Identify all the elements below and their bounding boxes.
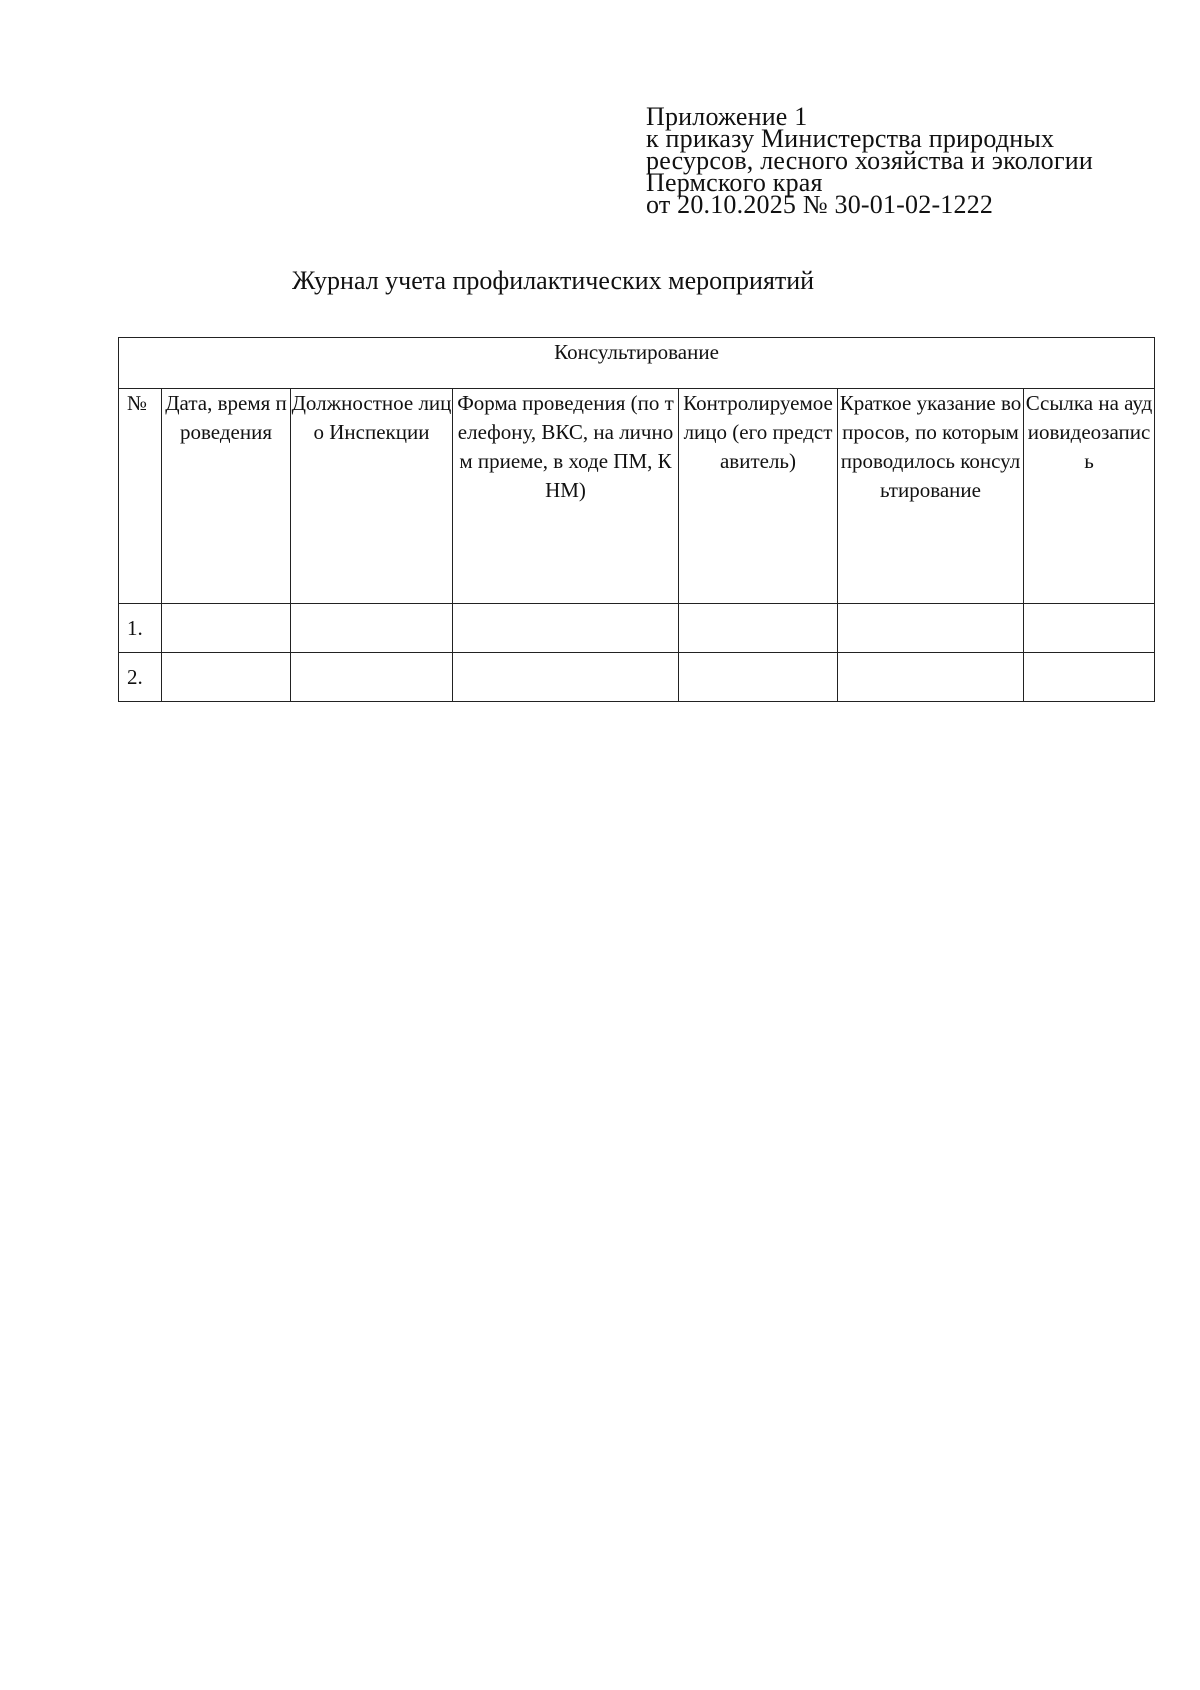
annex-block xyxy=(646,102,1093,219)
column-header-official-text: Должностное лицо Инспекции xyxy=(291,391,452,444)
document-title: Журнал учета профилактических мероприятий xyxy=(292,266,815,295)
table-cell xyxy=(162,604,291,653)
table-cell xyxy=(838,604,1024,653)
row-number: 2. xyxy=(119,653,162,702)
column-header-controlled-person xyxy=(679,389,838,604)
column-header-recording-link xyxy=(1024,389,1155,604)
column-header-date-text: Дата, время проведения xyxy=(165,391,287,444)
table-cell xyxy=(1024,604,1155,653)
column-header-form xyxy=(453,389,679,604)
column-header-questions xyxy=(838,389,1024,604)
column-header-form-text: Форма проведения (по телефону, ВКС, на личном приеме, в ходе ПМ, КНМ) xyxy=(457,391,674,502)
annex-line-5: от 20.10.2025 № 30-01-02-1222 xyxy=(646,190,994,219)
table-cell xyxy=(679,653,838,702)
column-header-recording-link-text: Ссылка на аудиовидеозапись xyxy=(1025,391,1153,473)
row-number: 1. xyxy=(119,604,162,653)
table-row xyxy=(119,653,1155,702)
consultation-log-table xyxy=(118,337,1155,702)
column-header-number xyxy=(119,389,162,604)
annex-line-3: ресурсов, лесного хозяйства и экологии xyxy=(646,146,1093,175)
column-header-controlled-person-text: Контролируемое лицо (его представитель) xyxy=(683,391,833,473)
column-header-row xyxy=(119,389,1155,604)
table-cell xyxy=(291,653,453,702)
column-header-official xyxy=(291,389,453,604)
section-header-row xyxy=(119,338,1155,389)
table-cell xyxy=(291,604,453,653)
table-cell xyxy=(453,604,679,653)
table-cell xyxy=(838,653,1024,702)
table-cell xyxy=(453,653,679,702)
column-header-questions-text: Краткое указание вопросов, по которым проводилось консультирование xyxy=(839,391,1022,502)
column-header-number-text: № xyxy=(127,391,148,415)
annex-line-4: Пермского края xyxy=(646,168,823,197)
table-cell xyxy=(162,653,291,702)
table-row xyxy=(119,604,1155,653)
table-cell xyxy=(679,604,838,653)
section-title: Консультирование xyxy=(119,338,1155,389)
annex-line-1: Приложение 1 xyxy=(646,102,808,131)
column-header-date xyxy=(162,389,291,604)
table-cell xyxy=(1024,653,1155,702)
annex-line-2: к приказу Министерства природных xyxy=(646,124,1055,153)
